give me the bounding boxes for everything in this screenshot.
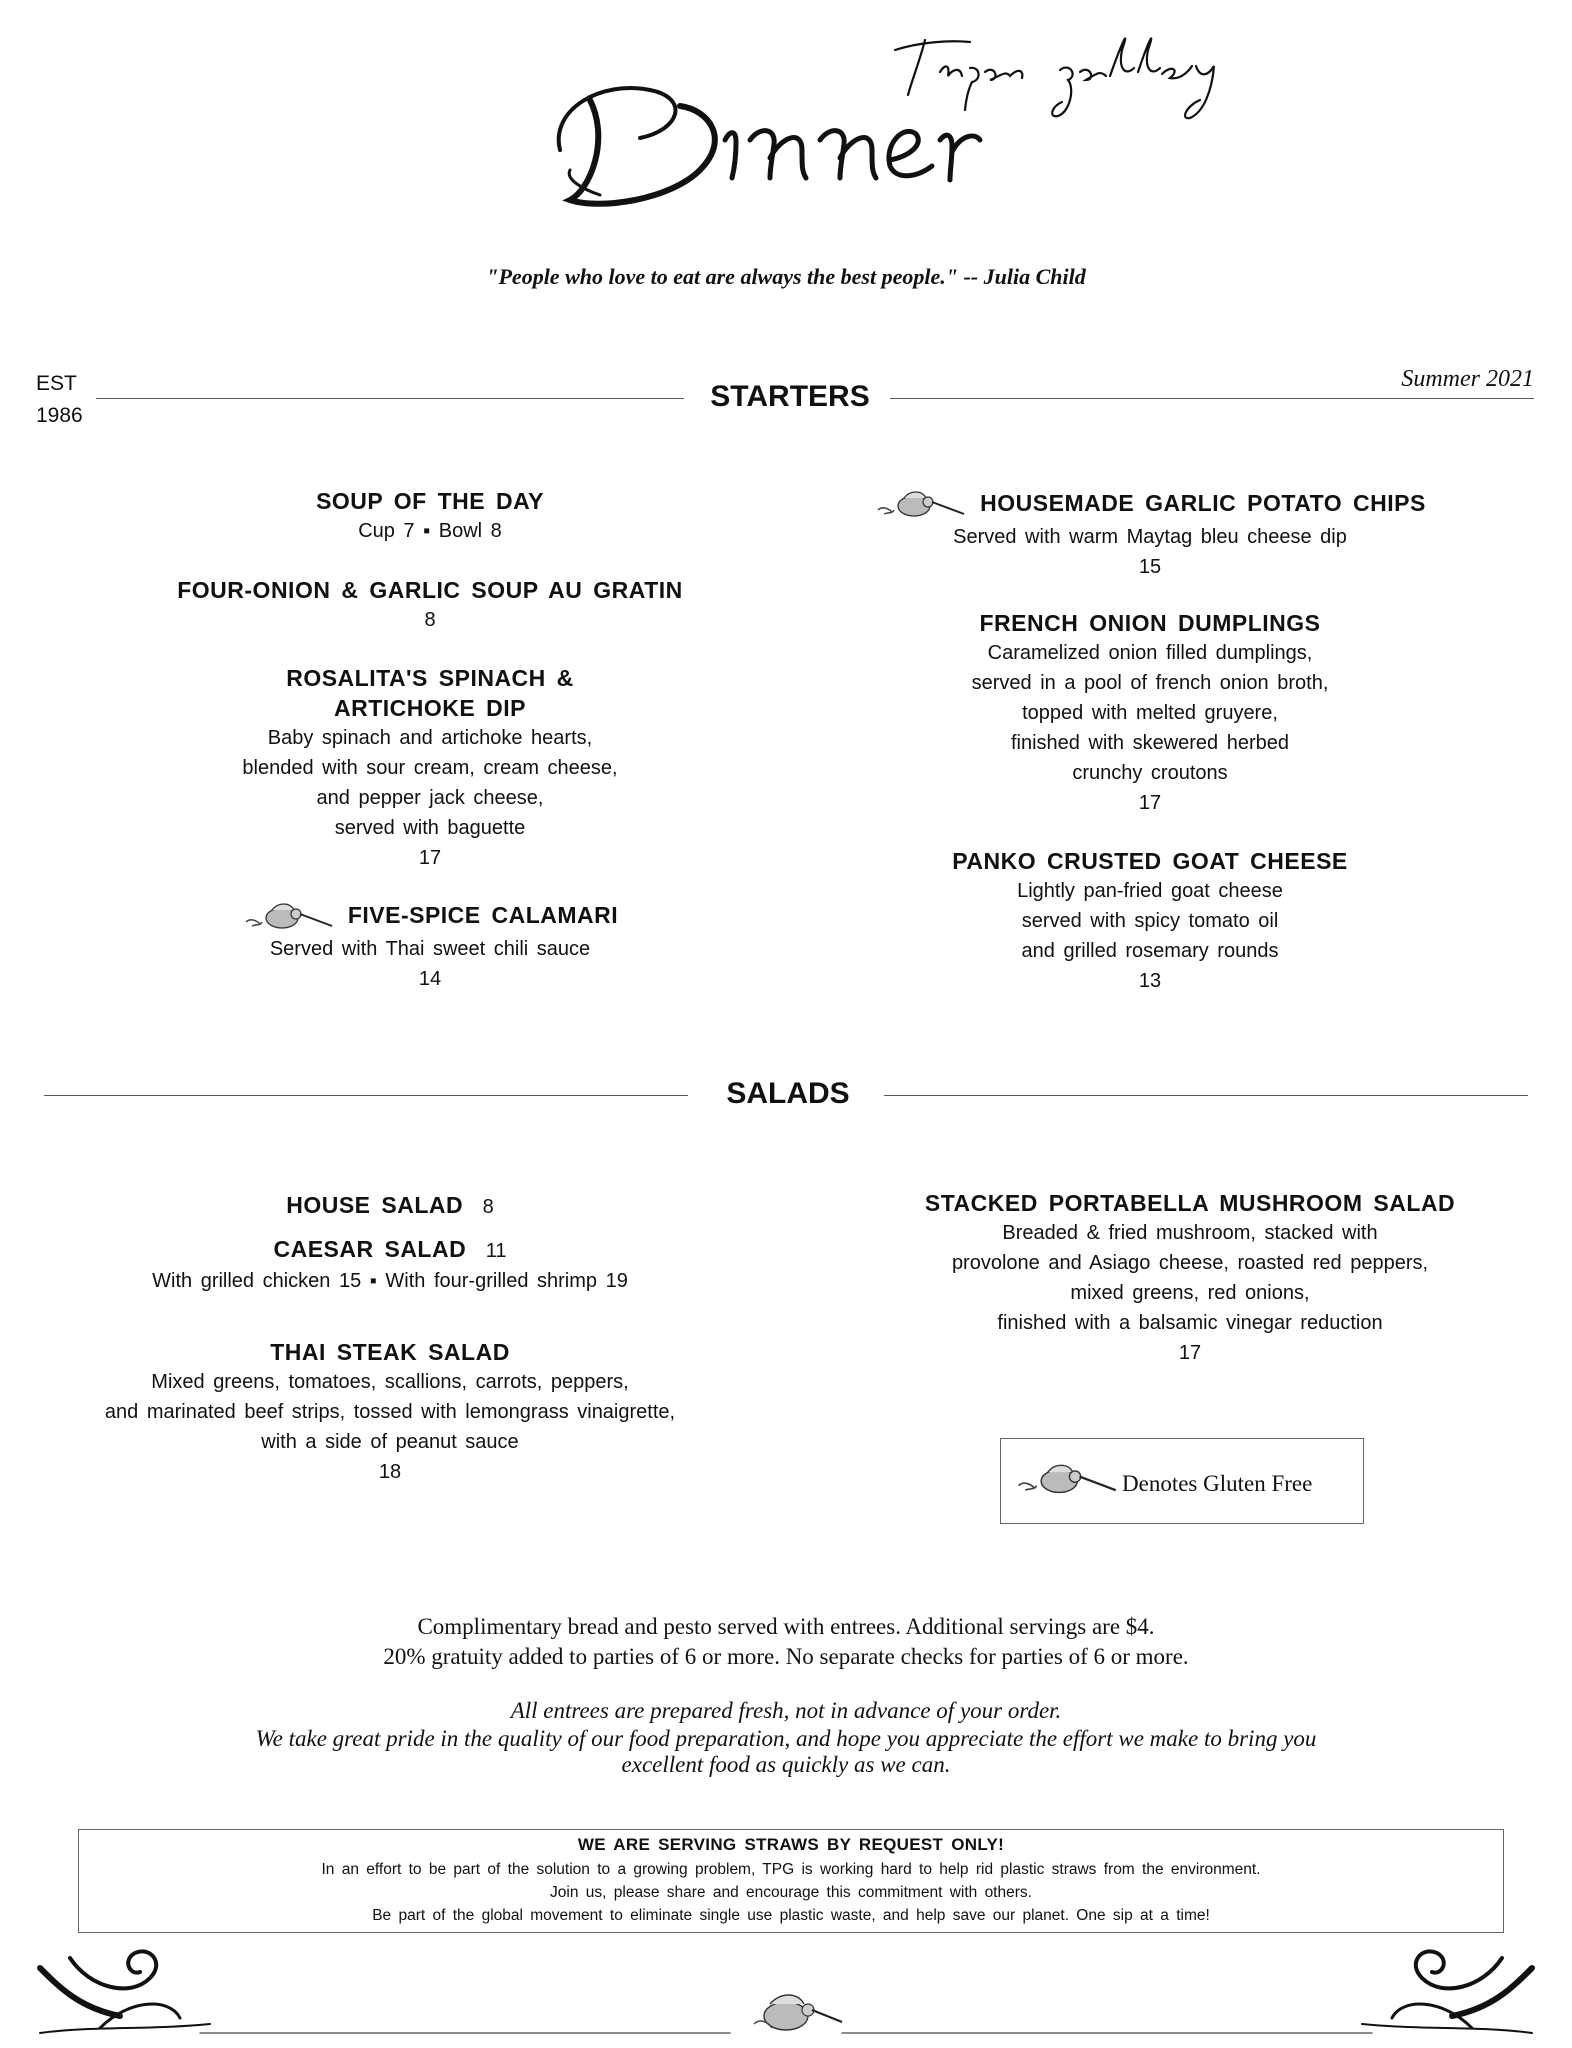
item-name: THAI STEAK SALAD xyxy=(270,1339,510,1365)
item-description: and marinated beef strips, tossed with lemongrass vinaigrette, xyxy=(104,1401,676,1423)
tagline-quote: "People who love to eat are always the best people." -- Julia Child xyxy=(486,264,1086,289)
menu-item-thai-steak-salad xyxy=(60,1337,720,1487)
straws-notice-line: In an effort to be part of the solution to a growing problem, TPG is working hard to help rid plastic straws from the environment. xyxy=(321,1861,1261,1878)
item-description: and pepper jack cheese, xyxy=(316,787,544,809)
menu-item-spinach-dip xyxy=(130,663,730,873)
item-price: 17 xyxy=(1178,1342,1202,1364)
item-name: FOUR-ONION & GARLIC SOUP AU GRATIN xyxy=(177,577,683,603)
item-description: topped with melted gruyere, xyxy=(1022,702,1278,724)
item-description: finished with a balsamic vinegar reduction xyxy=(997,1312,1383,1334)
item-price: 8 xyxy=(482,1196,494,1218)
menu-item-potato-chips xyxy=(810,488,1490,582)
gluten-free-bird-icon xyxy=(1014,1458,1118,1502)
starters-heading: STARTERS xyxy=(710,380,870,413)
menu-item-onion-soup xyxy=(130,575,730,635)
item-name-row xyxy=(80,1234,700,1266)
item-description: Served with Thai sweet chili sauce xyxy=(269,938,591,960)
item-name: ROSALITA'S SPINACH & xyxy=(286,665,574,691)
gluten-free-bird-icon xyxy=(242,900,334,934)
starters-rule-right xyxy=(890,398,1534,399)
item-description: Caramelized onion filled dumplings, xyxy=(987,642,1313,664)
item-price: 11 xyxy=(485,1240,507,1262)
item-description: provolone and Asiago cheese, roasted red peppers, xyxy=(951,1252,1429,1274)
item-description: Mixed greens, tomatoes, scallions, carrots, peppers, xyxy=(151,1371,629,1393)
item-description: Cup 7 ▪ Bowl 8 xyxy=(358,520,502,542)
item-price: 14 xyxy=(418,968,442,990)
item-description: Served with warm Maytag bleu cheese dip xyxy=(953,526,1347,548)
salads-heading: SALADS xyxy=(726,1077,850,1110)
item-description: Baby spinach and artichoke hearts, xyxy=(267,727,593,749)
item-description: served with spicy tomato oil xyxy=(1021,910,1279,932)
item-description: with a side of peanut sauce xyxy=(261,1431,519,1453)
item-description: crunchy croutons xyxy=(1072,762,1228,784)
note-gratuity: 20% gratuity added to parties of 6 or more. No separate checks for parties of 6 or more. xyxy=(383,1644,1189,1669)
item-description: and grilled rosemary rounds xyxy=(1021,940,1279,962)
straws-notice-title: WE ARE SERVING STRAWS BY REQUEST ONLY! xyxy=(577,1835,1005,1854)
menu-item-caesar-salad xyxy=(80,1234,700,1296)
menu-item-soup-of-the-day xyxy=(130,486,730,546)
item-description: mixed greens, red onions, xyxy=(1070,1282,1310,1304)
season-label: Summer 2021 xyxy=(1401,366,1534,392)
gluten-free-bird-icon xyxy=(874,488,966,522)
item-name: STACKED PORTABELLA MUSHROOM SALAD xyxy=(924,1190,1456,1216)
item-price: 8 xyxy=(424,609,436,631)
item-name-row xyxy=(810,488,1490,522)
menu-item-goat-cheese xyxy=(810,846,1490,996)
item-description: served in a pool of french onion broth, xyxy=(971,672,1329,694)
item-price: 18 xyxy=(378,1461,402,1483)
item-description: served with baguette xyxy=(334,817,526,839)
note-pride: We take great pride in the quality of our food preparation, and hope you appreciate the effort we make to bring you xyxy=(255,1726,1317,1751)
item-name: FIVE-SPICE CALAMARI xyxy=(347,902,619,929)
menu-item-portabella-salad xyxy=(840,1188,1540,1368)
salads-rule-right xyxy=(884,1095,1528,1096)
salads-rule-left xyxy=(44,1095,688,1096)
gluten-free-legend-text: Denotes Gluten Free xyxy=(1122,1471,1313,1496)
item-description: finished with skewered herbed xyxy=(1010,732,1290,754)
item-name: SOUP OF THE DAY xyxy=(316,488,544,514)
note-pride-cont: excellent food as quickly as we can. xyxy=(621,1752,951,1777)
est-label: EST xyxy=(36,372,77,395)
item-name: PANKO CRUSTED GOAT CHEESE xyxy=(952,848,1348,874)
item-description: With grilled chicken 15 ▪ With four-grilled shrimp 19 xyxy=(152,1270,628,1292)
menu-item-calamari xyxy=(130,900,730,994)
brand-logo xyxy=(540,20,1300,220)
item-name: CAESAR SALAD xyxy=(273,1236,467,1262)
item-description: Lightly pan-fried goat cheese xyxy=(1017,880,1283,902)
item-price: 17 xyxy=(418,847,442,869)
item-name-row xyxy=(130,900,730,934)
item-price: 15 xyxy=(1138,556,1162,578)
note-bread: Complimentary bread and pesto served with entrees. Additional servings are $4. xyxy=(417,1614,1155,1639)
straws-notice-line: Join us, please share and encourage this commitment with others. xyxy=(550,1884,1032,1901)
item-description: Breaded & fried mushroom, stacked with xyxy=(1002,1222,1378,1244)
item-name-row xyxy=(80,1190,700,1222)
item-name: FRENCH ONION DUMPLINGS xyxy=(979,610,1321,636)
footer-ornament xyxy=(30,1938,1542,2042)
est-year: 1986 xyxy=(36,404,83,427)
note-fresh: All entrees are prepared fresh, not in advance of your order. xyxy=(510,1698,1062,1723)
item-price: 17 xyxy=(1138,792,1162,814)
menu-item-house-salad xyxy=(80,1190,700,1222)
item-name: HOUSEMADE GARLIC POTATO CHIPS xyxy=(980,490,1426,517)
item-price: 13 xyxy=(1138,970,1162,992)
item-description: blended with sour cream, cream cheese, xyxy=(242,757,618,779)
starters-rule-left xyxy=(96,398,684,399)
menu-item-onion-dumplings xyxy=(810,608,1490,818)
straws-notice-line: Be part of the global movement to eliminate single use plastic waste, and help save our planet. One sip at a time! xyxy=(372,1907,1210,1924)
item-name-line2: ARTICHOKE DIP xyxy=(334,695,526,721)
item-name: HOUSE SALAD xyxy=(286,1192,464,1218)
